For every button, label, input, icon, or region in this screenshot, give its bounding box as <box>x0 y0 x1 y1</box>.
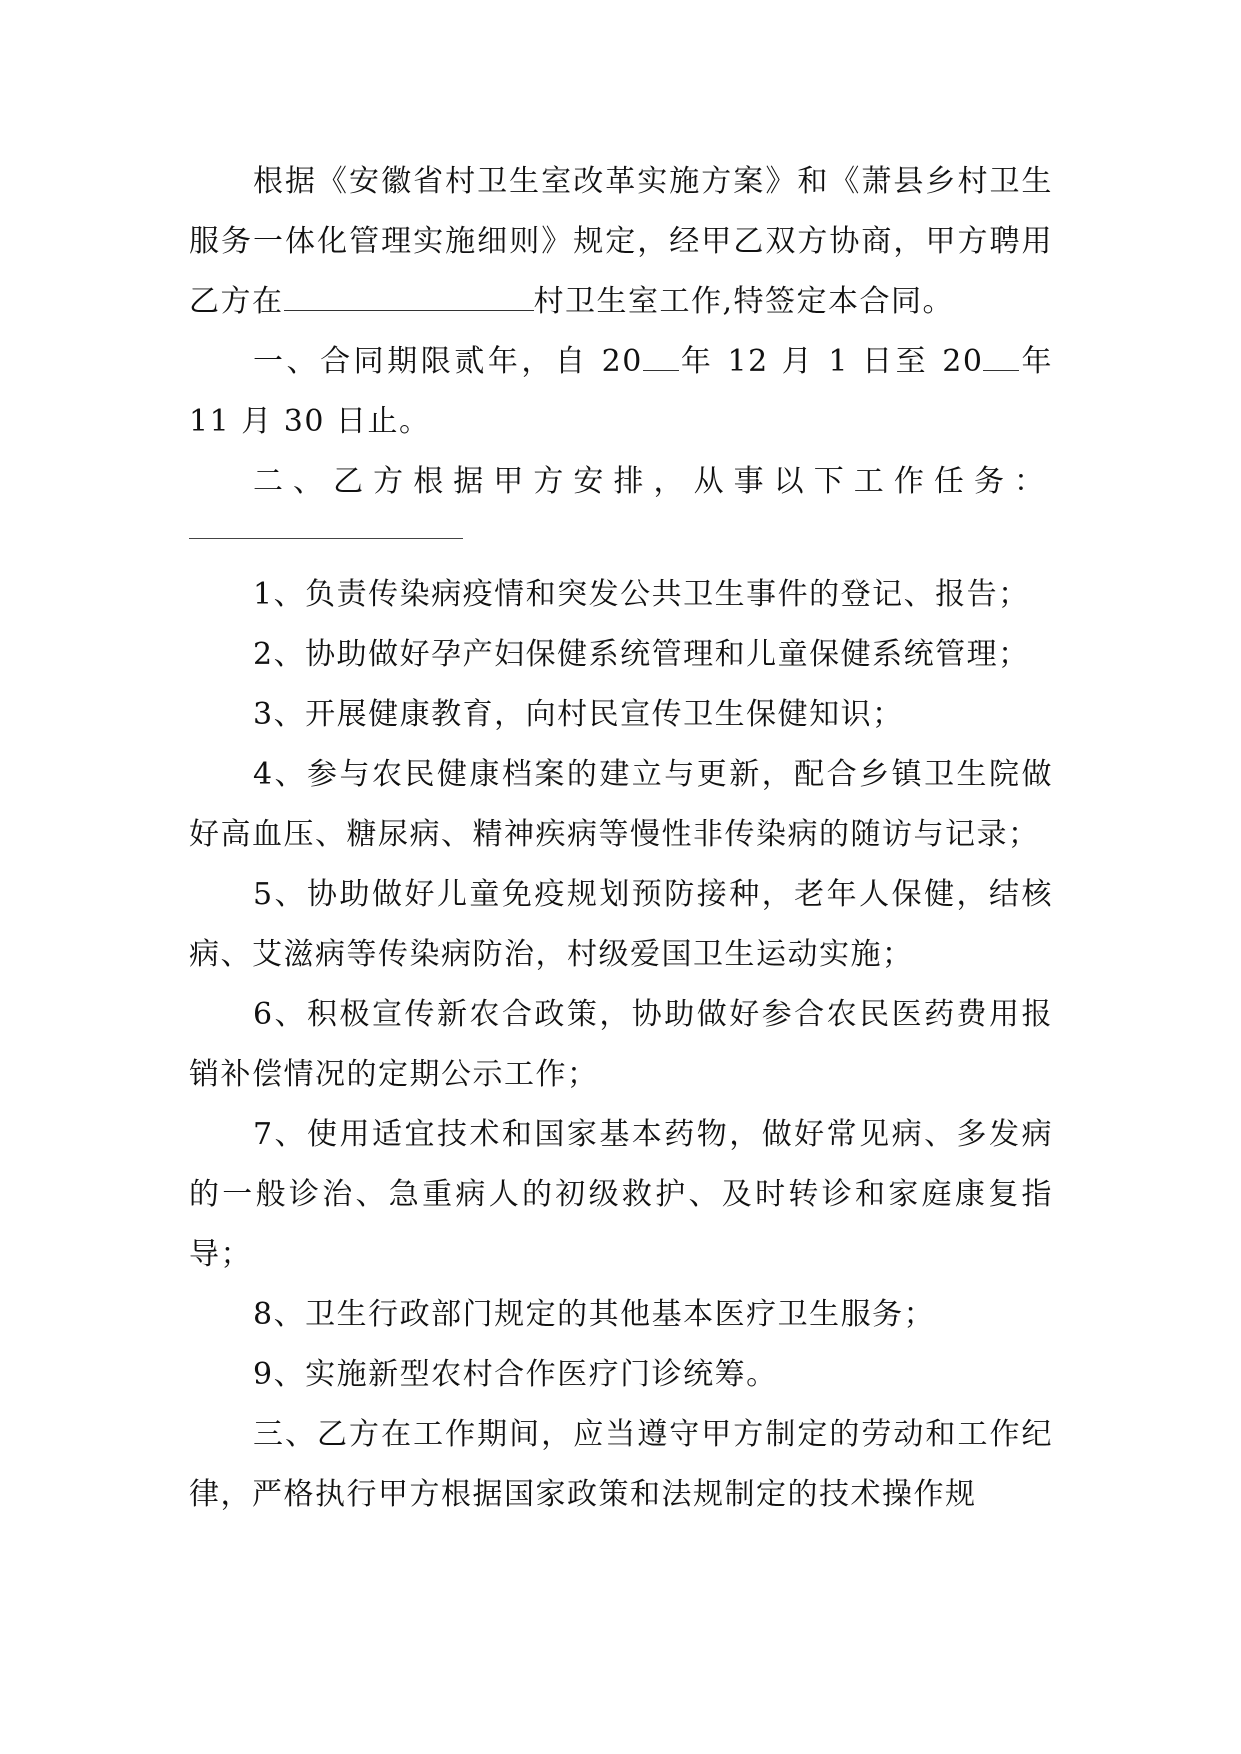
task-item-4: 4、参与农民健康档案的建立与更新，配合乡镇卫生院做好高血压、糖尿病、精神疾病等慢性非传染病的随访与记录； <box>189 757 1053 852</box>
task-item-7: 7、使用适宜技术和国家基本药物，做好常见病、多发病的一般诊治、急重病人的初级救护、及时转诊和家庭康复指导； <box>189 1117 1053 1272</box>
task-item-9: 9、实施新型农村合作医疗门诊统筹。 <box>253 1357 778 1392</box>
intro-text-end: 村卫生室工作,特签定本合同。 <box>533 284 955 319</box>
task-item-8: 8、卫生行政部门规定的其他基本医疗卫生服务； <box>253 1297 936 1332</box>
task-item-6: 6、积极宣传新农合政策，协助做好参合农民医药费用报销补偿情况的定期公示工作； <box>189 997 1053 1092</box>
task-item-5: 5、协助做好儿童免疫规划预防接种，老年人保健，结核病、艾滋病等传染病防治，村级爱国卫生运动实施； <box>189 877 1053 972</box>
task-item-3: 3、开展健康教育，向村民宣传卫生保健知识； <box>253 697 904 732</box>
clause-2-heading: 二、乙方根据甲方安排，从事以下工作任务： <box>253 464 1053 499</box>
task-item-1: 1、负责传染病疫情和突发公共卫生事件的登记、报告； <box>253 577 1030 612</box>
clause-1-mid: 年 12 月 1 日至 20 <box>678 344 984 379</box>
task-blank-line <box>189 538 463 539</box>
clause-1-end: 年 11 月 30 日止。 <box>189 344 1053 439</box>
contract-page <box>189 152 1053 1525</box>
task-item-2: 2、协助做好孕产妇保健系统管理和儿童保健系统管理； <box>253 637 1030 672</box>
clause-1 <box>189 332 1053 452</box>
intro-text: 根据《安徽省村卫生室改革实施方案》和《萧县乡村卫生服务一体化管理实施细则》规定，经甲乙双方协商，甲方聘用乙方在 <box>189 164 1053 319</box>
start-year-blank <box>643 348 679 371</box>
village-name-blank <box>284 288 534 311</box>
clause-3: 三、乙方在工作期间，应当遵守甲方制定的劳动和工作纪律，严格执行甲方根据国家政策和法规制定的技术操作规 <box>189 1417 1053 1512</box>
intro-paragraph <box>189 152 1053 332</box>
end-year-blank <box>983 348 1019 371</box>
clause-1-start: 一、合同期限贰年，自 20 <box>253 344 643 379</box>
